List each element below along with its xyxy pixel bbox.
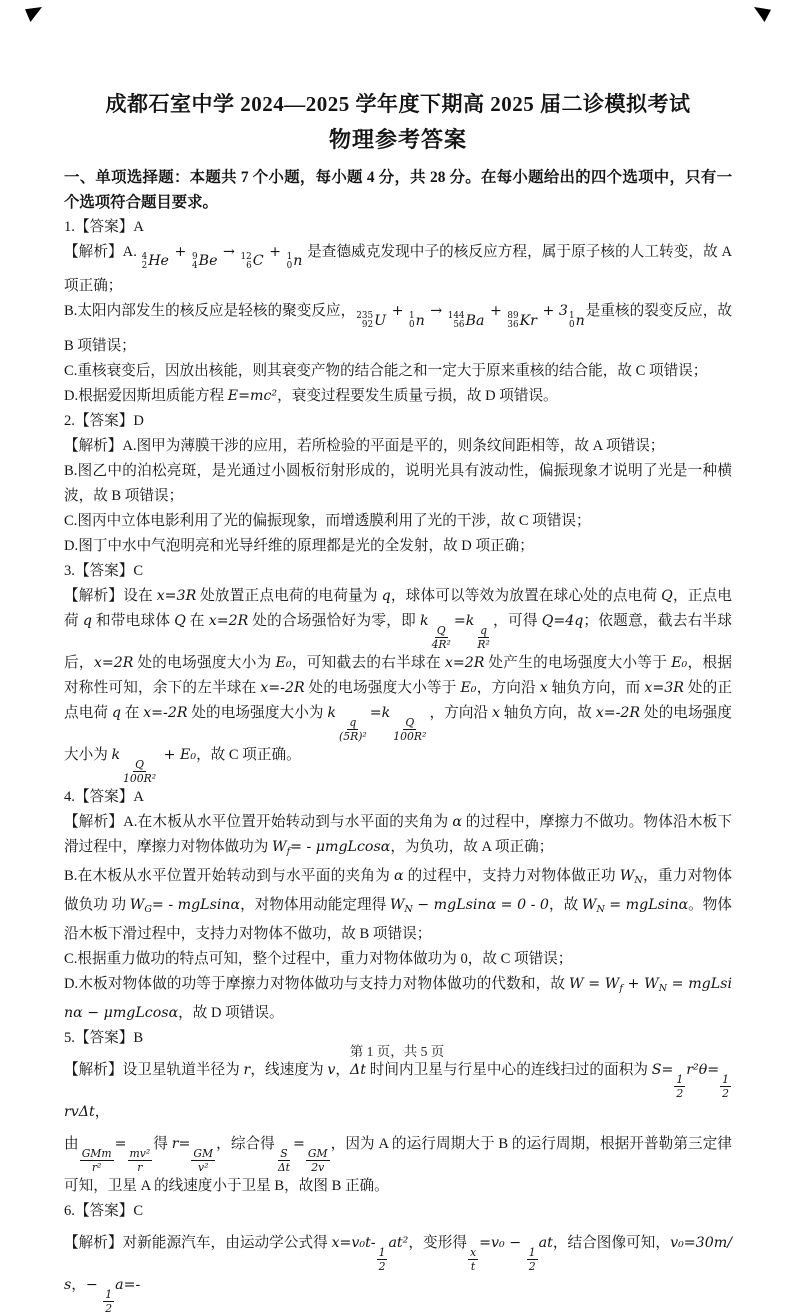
element-symbol: C (252, 253, 264, 270)
math-run: = (114, 1135, 127, 1152)
math-run: Q=4q (541, 612, 584, 629)
text-run: 处的正点电荷 (64, 679, 732, 721)
mass-number: 144 (447, 311, 465, 322)
element-symbol: n (415, 312, 425, 329)
text-run: 。物体沿木板下滑过程中，支持力对物体不做功，故 B 项错误； (64, 896, 732, 942)
mass-number: 4 (141, 252, 148, 262)
math-run: x=2R (208, 612, 249, 629)
math-run: x=-2R (143, 704, 188, 721)
text-run: ；依题意，截去右半球后， (64, 612, 732, 671)
atomic-number: 4 (192, 260, 198, 271)
atomic-number: 36 (507, 320, 519, 331)
math-run: x=3R (156, 587, 197, 604)
math-run: E₀ (671, 654, 688, 671)
mass-number: 89 (507, 311, 519, 322)
fraction-numerator: 1 (528, 1245, 536, 1259)
nuclide-notation (356, 309, 386, 334)
q1-analysis-c (64, 359, 732, 384)
q4-answer (64, 785, 732, 810)
nuclide-notation (142, 249, 169, 274)
fraction (377, 1246, 388, 1273)
fraction-denominator: 2 (378, 1259, 386, 1273)
math-run: x=2R (444, 654, 485, 671)
math-run: = - mgLsinα (151, 896, 241, 913)
fraction-numerator: Q (135, 757, 145, 771)
nuclide-prescripts (409, 312, 415, 330)
scan-corner-artifact-right (754, 7, 771, 22)
math-run: E₀ (460, 679, 477, 696)
text-run: ，故 (548, 896, 582, 913)
math-run: a=- (115, 1276, 141, 1293)
text-run: 3.【答案】C (64, 562, 144, 579)
math-run: x=-2R (595, 704, 641, 721)
math-run: → (218, 244, 240, 260)
nuclide-prescripts (192, 253, 198, 271)
atomic-number: 92 (361, 320, 374, 331)
math-run: + (264, 244, 286, 260)
element-symbol: U (374, 312, 387, 329)
text-run: 在 (185, 612, 209, 629)
text-run: ，故 D 项错误。 (178, 1004, 284, 1021)
text-run: ，衰变过程要发生质量亏损，故 D 项错误。 (277, 387, 558, 404)
fraction-denominator: 100R² (123, 771, 157, 785)
text-run: 6.【答案】C (64, 1202, 144, 1219)
q2-analysis-c (64, 509, 732, 534)
q5-analysis-1 (64, 1058, 732, 1125)
atomic-number: 0 (409, 320, 415, 331)
element-symbol: n (293, 253, 303, 270)
atomic-number: 6 (246, 260, 252, 271)
math-run: W (271, 838, 287, 855)
fraction-denominator: r² (91, 1160, 102, 1174)
q6-analysis (64, 1231, 732, 1315)
text-run: 【解析】A.在木板从水平位置开始转动到与水平面的夹角为 (64, 813, 453, 830)
document-title: 成都石室中学 2024—2025 学年度下期高 2025 届二诊模拟考试 (105, 92, 691, 116)
text-run: 处的电场强度大小等于 (304, 679, 461, 696)
text-run: ，变形得 (408, 1234, 468, 1251)
math-subscript: f (619, 982, 623, 994)
math-run: + (387, 303, 408, 320)
math-subscript: f (286, 845, 291, 857)
math-run: v (327, 1061, 336, 1078)
text-run: ，对物体用动能定理得 (240, 896, 390, 913)
text-run: ，方向沿 (476, 679, 540, 696)
math-subscript: N (596, 903, 605, 915)
fraction-denominator: (5R)² (339, 729, 367, 743)
element-symbol: He (148, 253, 169, 270)
text-run: B.在木板从水平位置开始转动到与水平面的夹角为 (64, 867, 395, 884)
math-run: x (539, 679, 548, 696)
math-run: + (169, 244, 192, 260)
math-run: α (452, 813, 462, 830)
fraction-numerator: mv² (129, 1146, 151, 1160)
text-run: 在 (120, 704, 144, 721)
text-run: C.图丙中立体电影利用了光的偏振现象，而增透膜利用了光的干涉，故 C 项错误； (64, 512, 591, 529)
mass-number: 1 (286, 252, 293, 262)
fraction-numerator: Q (436, 623, 446, 637)
math-run: at² (388, 1234, 409, 1251)
fraction (391, 716, 428, 743)
math-run: E=mc² (227, 387, 278, 404)
text-run: ，结合图像可知， (552, 1234, 671, 1251)
text-run: 一、单项选择题：本题共 7 个小题，每小题 4 分，共 28 分。在每小题给出的四个选项中，只有一个选项符合题目要求。 (64, 169, 732, 211)
mass-number: 235 (356, 311, 374, 322)
text-run: 由 (64, 1135, 79, 1152)
section-1-header (64, 165, 732, 215)
text-run: 时间内卫星与行星中心的连线扫过的面积为 (366, 1061, 652, 1078)
document-paragraphs (64, 165, 732, 1315)
math-run: k (419, 612, 429, 629)
text-run: 【解析】A. (64, 244, 141, 260)
fraction-denominator: 2 (105, 1301, 113, 1315)
text-run: 【解析】对新能源汽车，由运动学公式得 (64, 1234, 332, 1251)
math-subscript: N (404, 903, 413, 915)
text-run: ，因为 A 的运行周期大于 B 的运行周期，根据开普勒第三定律可知，卫星 A 的线速度小于卫星 B，故图 B 正确。 (64, 1135, 732, 1194)
math-run: W (129, 896, 145, 913)
math-run: k (327, 704, 336, 721)
math-run: x=v₀t- (331, 1234, 376, 1251)
fraction-numerator: q (480, 623, 488, 637)
mass-number: 12 (240, 252, 252, 262)
fraction (80, 1147, 114, 1174)
nuclide-notation (569, 309, 585, 334)
text-run: ，正点电荷 (64, 587, 732, 629)
math-run: =k (453, 612, 475, 629)
atomic-number: 0 (568, 320, 575, 331)
math-run: at (538, 1234, 553, 1251)
math-run: W (389, 896, 405, 913)
math-subscript: G (144, 903, 152, 915)
fraction (121, 758, 158, 785)
q3-analysis (64, 584, 732, 785)
nuclide-notation (507, 309, 537, 334)
text-run: B.太阳内部发生的核反应是轻核的聚变反应， (64, 303, 356, 320)
text-run: 1.【答案】A (64, 219, 144, 235)
math-run: Δt (350, 1061, 366, 1078)
math-run: = - μmgLcosα (290, 838, 391, 855)
fraction (191, 1147, 215, 1174)
q5-analysis-2 (64, 1132, 732, 1199)
math-run: + E₀ (159, 746, 197, 763)
text-run: ，可知截去的右半球在 (291, 654, 445, 671)
nuclide-prescripts (507, 312, 518, 330)
text-run: 是查德威克发现中子的核反应方程，属于原子核的人工转变，故 A 项正确； (64, 244, 732, 295)
text-run: D.木板对物体做的功等于摩擦力对物体做功与支持力对物体做功的代数和，故 (64, 975, 569, 992)
math-subscript: N (658, 982, 667, 994)
text-run: ，为负功，故 A 项正确； (390, 838, 554, 855)
math-run: x (492, 704, 501, 721)
fraction-numerator: 1 (105, 1287, 113, 1301)
nuclide-prescripts (241, 253, 252, 271)
nuclide-notation (448, 309, 485, 334)
q1-answer (64, 215, 732, 240)
fraction-denominator: R² (477, 637, 490, 651)
fraction-numerator: GM (307, 1146, 328, 1160)
fraction-numerator: x (470, 1245, 477, 1259)
fraction (468, 1246, 478, 1273)
text-run: 是重核的裂变反应，故 B 项错误； (64, 303, 732, 354)
text-run: 和带电球体 (91, 612, 175, 629)
element-symbol: Kr (519, 312, 537, 329)
atomic-number: 0 (286, 260, 293, 271)
text-run: 得 (153, 1135, 172, 1152)
text-run: ，根据对称性可知，余下的左半球在 (64, 654, 732, 696)
nuclide-prescripts (287, 253, 293, 271)
text-run: 的过程中，摩擦力不做功。物体沿木板下滑过程中，摩擦力对物体做功为 (64, 813, 732, 855)
atomic-number: 2 (141, 260, 148, 271)
text-run: B.图乙中的泊松亮斑，是光通过小圆板衍射形成的，说明光具有波动性，偏振现象才说明了光是一种横波，故 B 项错误； (64, 462, 732, 504)
fraction (527, 1246, 538, 1273)
math-run: Q (174, 612, 186, 629)
fraction-numerator: 1 (722, 1072, 729, 1086)
math-run: → (425, 303, 447, 320)
math-run: q (381, 587, 391, 604)
math-run: − (85, 1276, 103, 1293)
text-run: ， (94, 1103, 110, 1120)
text-run: C.根据重力做功的特点可知，整个过程中，重力对物体做功为 0，故 C 项错误； (64, 950, 573, 967)
q3-answer (64, 559, 732, 584)
element-symbol: n (575, 312, 585, 329)
math-run: E₀ (275, 654, 292, 671)
math-run: W (581, 896, 597, 913)
text-run: 处产生的电场强度大小等于 (484, 654, 672, 671)
fraction-numerator: GM (193, 1146, 214, 1160)
mass-number: 9 (192, 252, 198, 262)
text-run: 轴负方向，而 (547, 679, 645, 696)
text-run: 处放置正点电荷的电荷量为 (196, 587, 382, 604)
text-run: ，综合得 (216, 1135, 275, 1152)
text-run: ，球体可以等效为放置在球心处的点电荷 (390, 587, 662, 604)
fraction (103, 1288, 114, 1315)
fraction-denominator: 4R² (431, 637, 451, 651)
q1-analysis-d (64, 384, 732, 409)
fraction-denominator: 2 (676, 1086, 684, 1100)
element-symbol: Ba (465, 312, 485, 329)
q4-analysis-a (64, 810, 732, 864)
text-run: 【解析】设在 (64, 587, 157, 604)
nuclide-notation (287, 249, 303, 274)
q4-analysis-c (64, 947, 732, 972)
q1-analysis-b (64, 299, 732, 358)
q4-analysis-b (64, 864, 732, 947)
math-run: Q (661, 587, 673, 604)
q1-analysis-a (64, 240, 732, 299)
math-run: x=-2R (260, 679, 305, 696)
math-run: =v₀ − (479, 1234, 526, 1251)
fraction-denominator: Δt (277, 1160, 290, 1174)
math-run: r= (171, 1135, 191, 1152)
math-run: = (293, 1135, 305, 1152)
text-run: C.重核衰变后，因放出核能，则其衰变产物的结合能之和一定大于原来重核的结合能，故 C 项错误； (64, 362, 708, 379)
math-run: q (82, 612, 92, 629)
q2-analysis-d (64, 534, 732, 559)
math-run: rvΔt (64, 1103, 95, 1120)
fraction-numerator: 1 (676, 1072, 684, 1086)
nuclide-notation (241, 249, 264, 274)
math-run: x=2R (93, 654, 134, 671)
text-run: ，重力对物体做负功 (64, 867, 732, 913)
text-run: ， (335, 1061, 351, 1078)
math-run: r²θ= (686, 1061, 720, 1078)
math-run: = mgLsinα − μmgLcosα (64, 975, 732, 1021)
text-run: D.根据爱因斯坦质能方程 (64, 387, 228, 404)
q6-answer (64, 1199, 732, 1224)
q2-analysis-a (64, 434, 732, 459)
text-run: ，线速度为 (250, 1061, 328, 1078)
text-run: 处的电场强度大小为 (187, 704, 328, 721)
text-run: 的过程中，支持力对物体做正功 (403, 867, 620, 884)
math-run: W = W (568, 975, 620, 992)
text-run: 2.【答案】D (64, 412, 144, 429)
math-run: S= (651, 1061, 674, 1078)
math-run: =k (369, 704, 391, 721)
nuclide-prescripts (142, 253, 148, 271)
math-run: + 3 (537, 303, 568, 320)
fraction-denominator: 2v (311, 1160, 325, 1174)
math-run: − mgLsinα = 0 - 0 (412, 896, 549, 913)
nuclide-notation (192, 249, 217, 274)
fraction (475, 624, 491, 651)
text-run: 轴负方向，故 (500, 704, 596, 721)
math-run: + (485, 303, 507, 320)
fraction-denominator: t (470, 1259, 476, 1273)
text-run: 功 (111, 896, 130, 913)
nuclide-notation (409, 309, 425, 334)
fraction (276, 1147, 292, 1174)
text-run: 4.【答案】A (64, 788, 144, 805)
math-run: x=3R (644, 679, 684, 696)
text-run: ，故 C 项正确。 (196, 746, 301, 763)
document-subtitle: 物理参考答案 (328, 127, 467, 152)
q2-answer (64, 409, 732, 434)
page-number-footer: 第 1 页，共 5 页 (349, 1044, 445, 1059)
text-run: D.图丁中水中气泡明亮和光导纤维的原理都是光的全发射，故 D 项正确； (64, 537, 534, 554)
fraction-numerator: Q (405, 715, 415, 729)
math-run: r (243, 1061, 251, 1078)
text-run: 处的电场强度大小为 (133, 654, 276, 671)
math-run: k (111, 746, 121, 763)
text-run: 5.【答案】B (64, 1029, 144, 1046)
fraction (674, 1073, 685, 1100)
fraction-denominator: r (137, 1160, 143, 1174)
fraction (720, 1073, 731, 1100)
nuclide-prescripts (356, 312, 373, 330)
nuclide-prescripts (448, 312, 465, 330)
mass-number: 1 (568, 311, 575, 322)
nuclide-prescripts (569, 312, 575, 330)
fraction-numerator: S (280, 1146, 288, 1160)
fraction-numerator: 1 (378, 1245, 386, 1259)
fraction-denominator: 2 (722, 1086, 729, 1100)
text-run: ，方向沿 (429, 704, 492, 721)
text-run: 处的电场强度大小为 (64, 704, 732, 763)
math-run: + W (622, 975, 659, 992)
fraction-denominator: 2 (528, 1259, 536, 1273)
q2-analysis-b (64, 459, 732, 509)
text-run: ，可得 (492, 612, 542, 629)
math-subscript: N (634, 874, 643, 886)
text-run: 处的合场强恰好为零，即 (248, 612, 420, 629)
fraction-denominator: 100R² (393, 729, 427, 743)
fraction (128, 1147, 153, 1174)
fraction (430, 624, 453, 651)
scan-corner-artifact-left (25, 7, 42, 22)
fraction-numerator: GMm (81, 1146, 112, 1160)
math-run: W (619, 867, 635, 884)
text-run: 【解析】A.图甲为薄膜干涉的应用，若所检验的平面是平的，则条纹间距相等，故 A 项错误； (64, 437, 665, 454)
math-run: = mgLsinα (604, 896, 689, 913)
math-run: q (111, 704, 121, 721)
fraction (306, 1147, 330, 1174)
q4-analysis-d (64, 972, 732, 1026)
atomic-number: 56 (453, 320, 465, 331)
math-run: α (394, 867, 404, 884)
text-run: ， (71, 1276, 86, 1293)
element-symbol: Be (198, 253, 218, 270)
fraction-numerator: q (349, 715, 357, 729)
fraction (337, 716, 369, 743)
text-run: 【解析】设卫星轨道半径为 (64, 1061, 244, 1078)
fraction-denominator: v² (197, 1160, 209, 1174)
math-run: v₀=30m/s (64, 1234, 732, 1293)
mass-number: 1 (409, 311, 415, 322)
